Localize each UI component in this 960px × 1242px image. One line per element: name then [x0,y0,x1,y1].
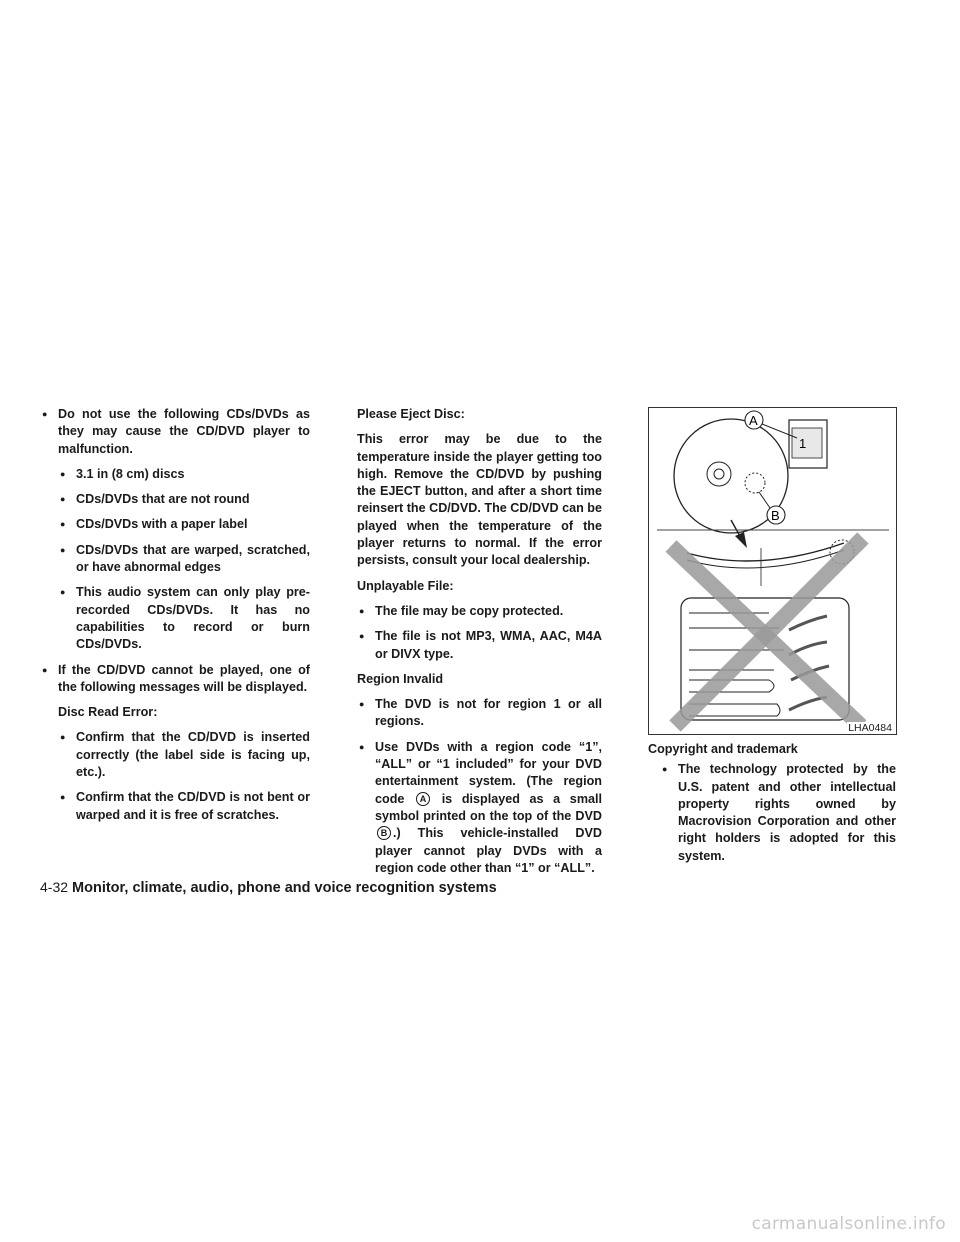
bullet-item [357,628,602,663]
sub-bullet [58,466,310,483]
sub-bullet-text: 3.1 in (8 cm) discs [76,466,185,481]
figure-disc-region-illustration [648,407,897,735]
bullet-cannot-play [40,662,310,697]
page-number: 4-32 [40,879,69,895]
column-right [648,741,896,873]
bullet-item [357,696,602,731]
figure-label: LHA0484 [848,722,892,734]
bullet-text: is displayed as a small symbol printed on the top of the DVD [375,791,603,823]
bullet-item-region-code [357,739,602,877]
sub-bullet [58,789,310,824]
heading-disc-read-error: Disc Read Error: [58,705,158,720]
insert-arrow-icon [735,532,747,548]
column-left [40,406,310,832]
disc-illustration [649,408,896,734]
sub-bullet-text: This audio system can only play pre-recorded CDs/DVDs. It has no capabilities to record or burn CDs/DVDs. [76,585,310,652]
sub-bullet-text: CDs/DVDs that are not round [76,492,250,507]
bullet-copyright [660,761,896,865]
bullet-text: The DVD is not for region 1 or all regions. [375,697,602,729]
heading-copyright: Copyright and trademark [648,742,798,756]
bullet-do-not-use [40,406,310,458]
bullet-text: The file may be copy protected. [375,603,564,618]
sub-bullet [58,542,310,577]
bullet-text: The file is not MP3, WMA, AAC, M4A or DIVX type. [375,629,602,661]
bullet-item [357,603,602,620]
page-footer [40,879,497,897]
column-middle [357,406,602,885]
sub-bullet [58,729,310,781]
heading-unplayable: Unplayable File: [357,578,454,593]
marker-a-icon: A [416,792,430,806]
section-title: Monitor, climate, audio, phone and voice recognition systems [72,880,497,896]
heading-region-invalid: Region Invalid [357,671,444,686]
marker-b-icon: B [377,826,391,840]
bullet-text: If the CD/DVD cannot be played, one of the following messages will be displayed. [58,662,310,694]
sub-bullet-text: Confirm that the CD/DVD is inserted correctly (the label side is facing up, etc.). [76,730,310,780]
watermark: carmanualsonline.info [751,1214,946,1234]
sub-bullet-text: Confirm that the CD/DVD is not bent or warped and it is free of scratches. [76,790,310,822]
callout-a-label: A [749,413,758,428]
sub-bullet-text: CDs/DVDs that are warped, scratched, or have abnormal edges [76,542,310,575]
sub-bullet [58,491,310,508]
bullet-text: The technology protected by the U.S. patent and other intellectual property rights owned by Macrovision Corporation and other right holders is adopted for this system. [678,762,896,863]
bullet-text: Do not use the following CDs/DVDs as they may cause the CD/DVD player to malfunction. [58,407,310,456]
sub-bullet-text: CDs/DVDs with a paper label [76,517,248,532]
region-digit: 1 [799,436,807,451]
bullet-text: Use DVDs with a region code “1”, “ALL” or “1 included” for your DVD entertainment system. (The region code [375,739,602,806]
sub-bullet [58,584,310,653]
sub-bullet [58,516,310,533]
eject-paragraph: This error may be due to the temperature inside the player getting too high. Remove the CD/DVD by pushing the EJECT button, and after a short time reinsert the CD/DVD. The CD/DVD can be played when the temperature of the player returns to normal. If the error persists, consult your local dealership. [357,432,602,568]
heading-please-eject: Please Eject Disc: [357,407,465,421]
callout-b-label: B [771,508,780,523]
bullet-text: .) This vehicle-installed DVD player cannot play DVDs with a region code other than “1” or “ALL”. [375,826,602,875]
